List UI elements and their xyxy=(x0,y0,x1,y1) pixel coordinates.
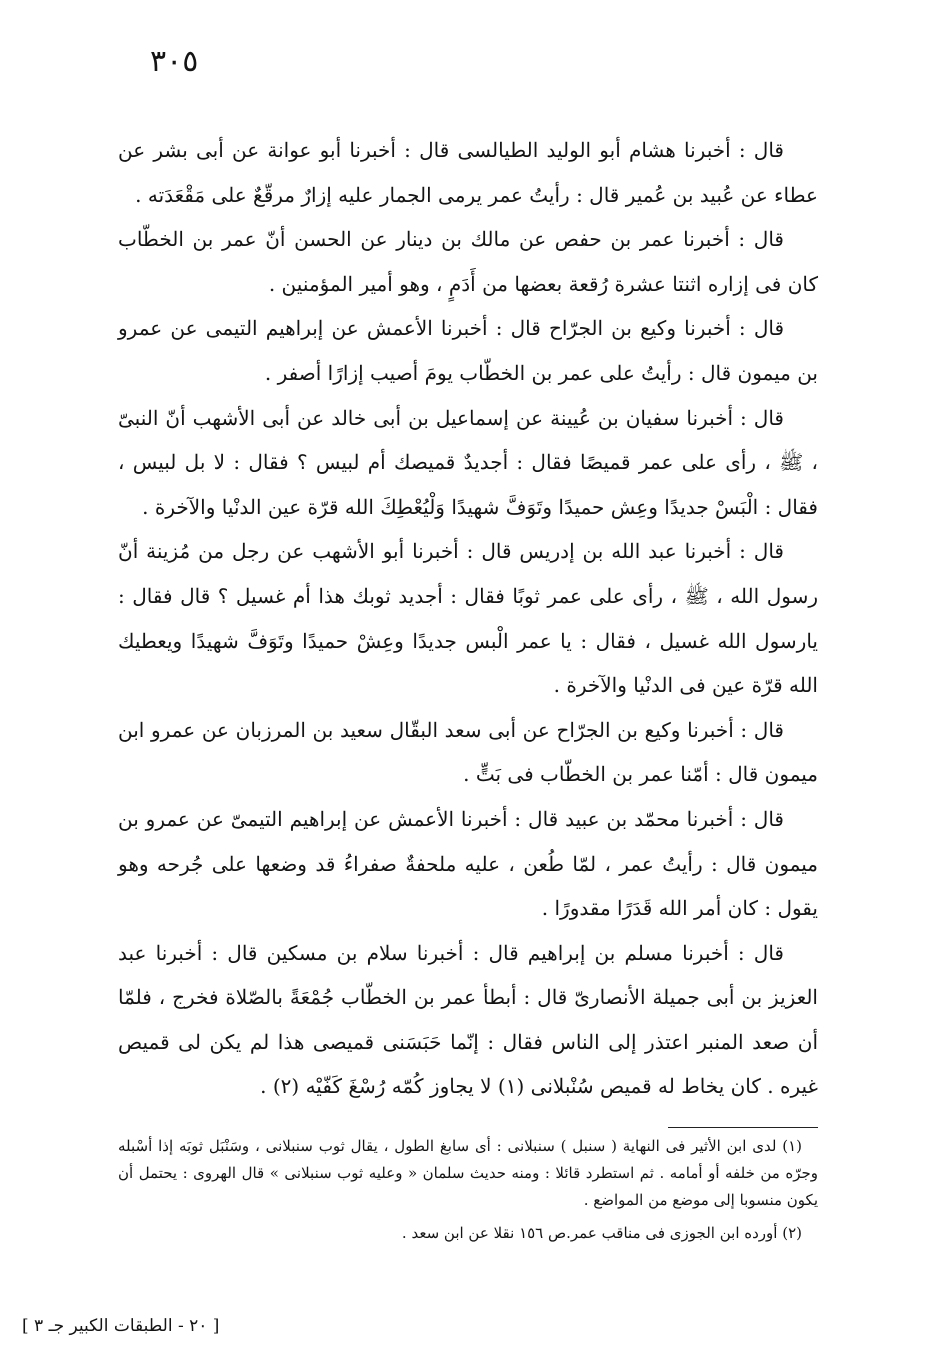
paragraph: قال : أخبرنا وكيع بن الجرّاح عن أبى سعد البقّال سعيد بن المرزبان عن عمرو ابن ميمون قال : أمّنا عمر بن الخطّاب فى بَتٍّ . xyxy=(118,717,818,787)
paragraph: قال : أخبرنا عبد الله بن إدريس قال : أخبرنا أبو الأشهب عن رجل من مُزينة أنّ رسول الله ، ﷺ ، رأى على عمر ثوبًا فقال : أجديد ثوبك هذا أم غسيل ؟ قال فقال : يارسول الله غسيل ، فقال : يا عمر الْبس جديدًا وعِشْ حميدًا وتَوَفَّ شهيدًا ويعطيك الله قرّة عين فى الدنْيا والآخرة . xyxy=(118,539,818,698)
paragraph: قال : أخبرنا مسلم بن إبراهيم قال : أخبرنا سلام بن مسكين قال : أخبرنا عبد العزيز بن أبى جميلة الأنصارىّ قال : أبطأ عمر بن الخطّاب جُمْعَةً بالصّلاة فخرج ، فلمّا أن صعد المنبر اعتذر إلى الناس فقال : إنّما حَبَسَنى قميصى هذا لم يكن لى قميص غيره . كان يخاط له قميص سُنْبلانى (١) لا يجاوز كُمّه رُسْغَ كَفّيْه (٢) . xyxy=(118,940,818,1099)
paragraph: قال : أخبرنا سفيان بن عُيينة عن إسماعيل بن أبى خالد عن أبى الأشهب أنّ النبىّ ، ﷺ ، رأى على عمر قميصًا فقال : أجديدٌ قميصك أم لبيس ؟ فقال : لا بل لبيس ، فقال : الْبَسْ جديدًا وعِش حميدًا وتَوَفَّ شهيدًا وَلْيُعْطِكَ الله قرّة عين الدنْيا والآخرة . xyxy=(118,405,818,519)
paragraph: قال : أخبرنا عمر بن حفص عن مالك بن دينار عن الحسن أنّ عمر بن الخطّاب كان فى إزاره اثنتا عشرة رُقعة بعضها من أَدَمٍ ، وهو أمير المؤمنين . xyxy=(118,227,818,296)
page-number: ٣٠٥ xyxy=(150,44,199,79)
paragraph: قال : أخبرنا محمّد بن عبيد قال : أخبرنا الأعمش عن إبراهيم التيمىّ عن عمرو بن ميمون قال : رأيتُ عمر ، لمّا طُعن ، عليه ملحفةٌ صفراءُ قد وضعها على جُرحه وهو يقول : كان أمر الله قَدَرًا مقدورًا . xyxy=(118,806,818,921)
paragraph: قال : أخبرنا هشام أبو الوليد الطيالسى قال : أخبرنا أبو عوانة عن أبى بشر عن عطاء عن عُبيد بن عُمير قال : رأيتُ عمر يرمى الجمار عليه إزارٌ مرقّعٌ على مَقْعَدَته . xyxy=(118,138,818,207)
running-footer: [ ٢٠ - الطبقات الكبير جـ ٣ ] xyxy=(22,1316,220,1336)
footnote: (١) لدى ابن الأثير فى النهاية ( سنبل ) سنبلانى : أى سابغ الطول ، يقال ثوب سنبلانى ، وسَنْبَل ثوبَه إذا أسْبله وجرّه من خلفه أو أمامه . ثم استطرد قائلا : ومنه حديث سلمان « وعليه ثوب سنبلانى » قال الهروى : يحتمل أن يكون منسوبا إلى موضع من المواضع . xyxy=(118,1137,818,1209)
footnote-divider xyxy=(668,1127,818,1128)
footnote: (٢) أورده ابن الجوزى فى مناقب عمر.ص ١٥٦ نقلا عن ابن سعد . xyxy=(401,1224,802,1242)
paragraph: قال : أخبرنا وكيع بن الجرّاح قال : أخبرنا الأعمش عن إبراهيم التيمى عن عمرو بن ميمون قال : رأيتُ على عمر بن الخطّاب يومَ أصيب إزارًا أصفر . xyxy=(118,316,818,385)
footnotes xyxy=(118,1133,818,1247)
body-text xyxy=(118,128,818,1109)
